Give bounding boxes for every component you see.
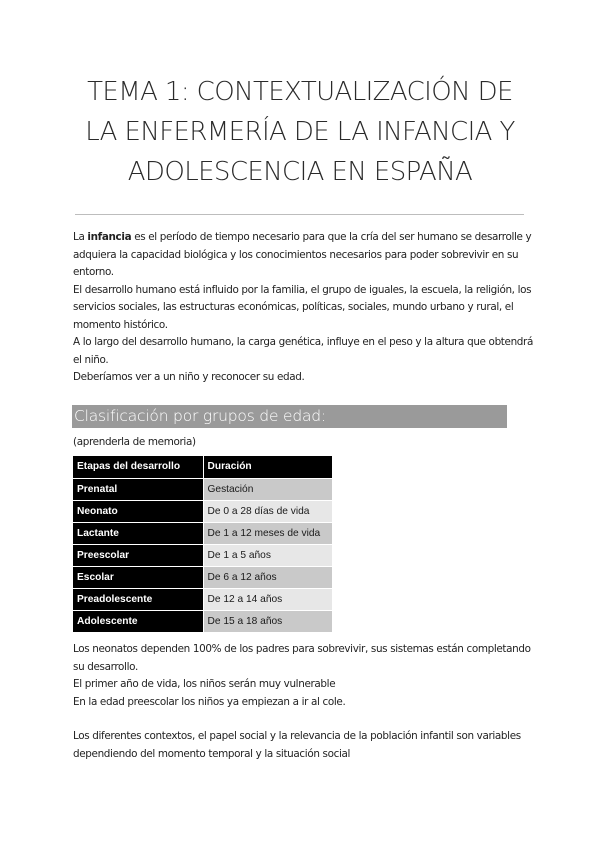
memorize-note: (aprenderla de memoria) xyxy=(73,436,196,448)
column-header-duration: Duración xyxy=(203,456,332,478)
contexts-paragraph: Los diferentes contextos, el papel social y la relevancia de la población infantil son variables dependiendo del momento temporal y la situación social xyxy=(73,730,521,760)
page-title xyxy=(60,72,540,192)
duration-cell: De 1 a 12 meses de vida xyxy=(203,522,332,544)
stage-cell: Neonato xyxy=(73,500,203,522)
age-groups-table xyxy=(73,456,333,633)
stage-cell: Adolescente xyxy=(73,610,203,632)
table-row xyxy=(73,610,332,632)
title-divider xyxy=(75,214,524,215)
title-line-2: LA ENFERMERÍA DE LA INFANCIA Y xyxy=(85,117,515,147)
table-row xyxy=(73,478,332,500)
title-line-1: TEMA 1: CONTEXTUALIZACIÓN DE xyxy=(87,77,513,107)
table-row xyxy=(73,588,332,610)
table-row xyxy=(73,522,332,544)
column-header-stage: Etapas del desarrollo xyxy=(73,456,203,478)
intro-paragraph-4: Deberíamos ver a un niño y reconocer su edad. xyxy=(73,371,305,383)
intro-text: La xyxy=(73,231,88,243)
closing-section xyxy=(73,728,533,763)
stage-cell: Preescolar xyxy=(73,544,203,566)
stage-cell: Prenatal xyxy=(73,478,203,500)
duration-cell: De 6 a 12 años xyxy=(203,566,332,588)
duration-cell: De 12 a 14 años xyxy=(203,588,332,610)
first-year-paragraph: El primer año de vida, los niños serán muy vulnerable xyxy=(73,678,336,690)
stage-cell: Escolar xyxy=(73,566,203,588)
intro-section xyxy=(73,229,533,387)
table-row xyxy=(73,544,332,566)
table-header-row xyxy=(73,456,332,478)
post-table-section xyxy=(73,641,533,711)
duration-cell: Gestación xyxy=(203,478,332,500)
title-line-3: ADOLESCENCIA EN ESPAÑA xyxy=(127,157,473,187)
stage-cell: Preadolescente xyxy=(73,588,203,610)
duration-cell: De 15 a 18 años xyxy=(203,610,332,632)
duration-cell: De 1 a 5 años xyxy=(203,544,332,566)
stage-cell: Lactante xyxy=(73,522,203,544)
intro-paragraph-2: El desarrollo humano está influido por la familia, el grupo de iguales, la escuela, la religión, los servicios sociales, las estructuras económicas, políticas, sociales, mundo urbano y rural, el momento histórico. xyxy=(73,283,532,331)
table-row xyxy=(73,500,332,522)
table-row xyxy=(73,566,332,588)
section-heading: Clasificación por grupos de edad: xyxy=(72,405,507,428)
intro-paragraph-1 xyxy=(73,229,533,282)
intro-text: es el período de tiempo necesario para que la cría del ser humano se desarrolle y adquiera la capacidad biológica y los conocimientos necesarios para poder sobrevivir en su entorno. xyxy=(73,231,532,278)
preschool-paragraph: En la edad preescolar los niños ya empiezan a ir al cole. xyxy=(73,695,346,708)
duration-cell: De 0 a 28 días de vida xyxy=(203,500,332,522)
intro-paragraph-3: A lo largo del desarrollo humano, la carga genética, influye en el peso y la altura que obtendrá el niño. xyxy=(73,336,533,366)
term-infancia: infancia xyxy=(87,231,132,243)
neonates-paragraph: Los neonatos dependen 100% de los padres para sobrevivir, sus sistemas están completando su desarrollo. xyxy=(73,643,531,673)
